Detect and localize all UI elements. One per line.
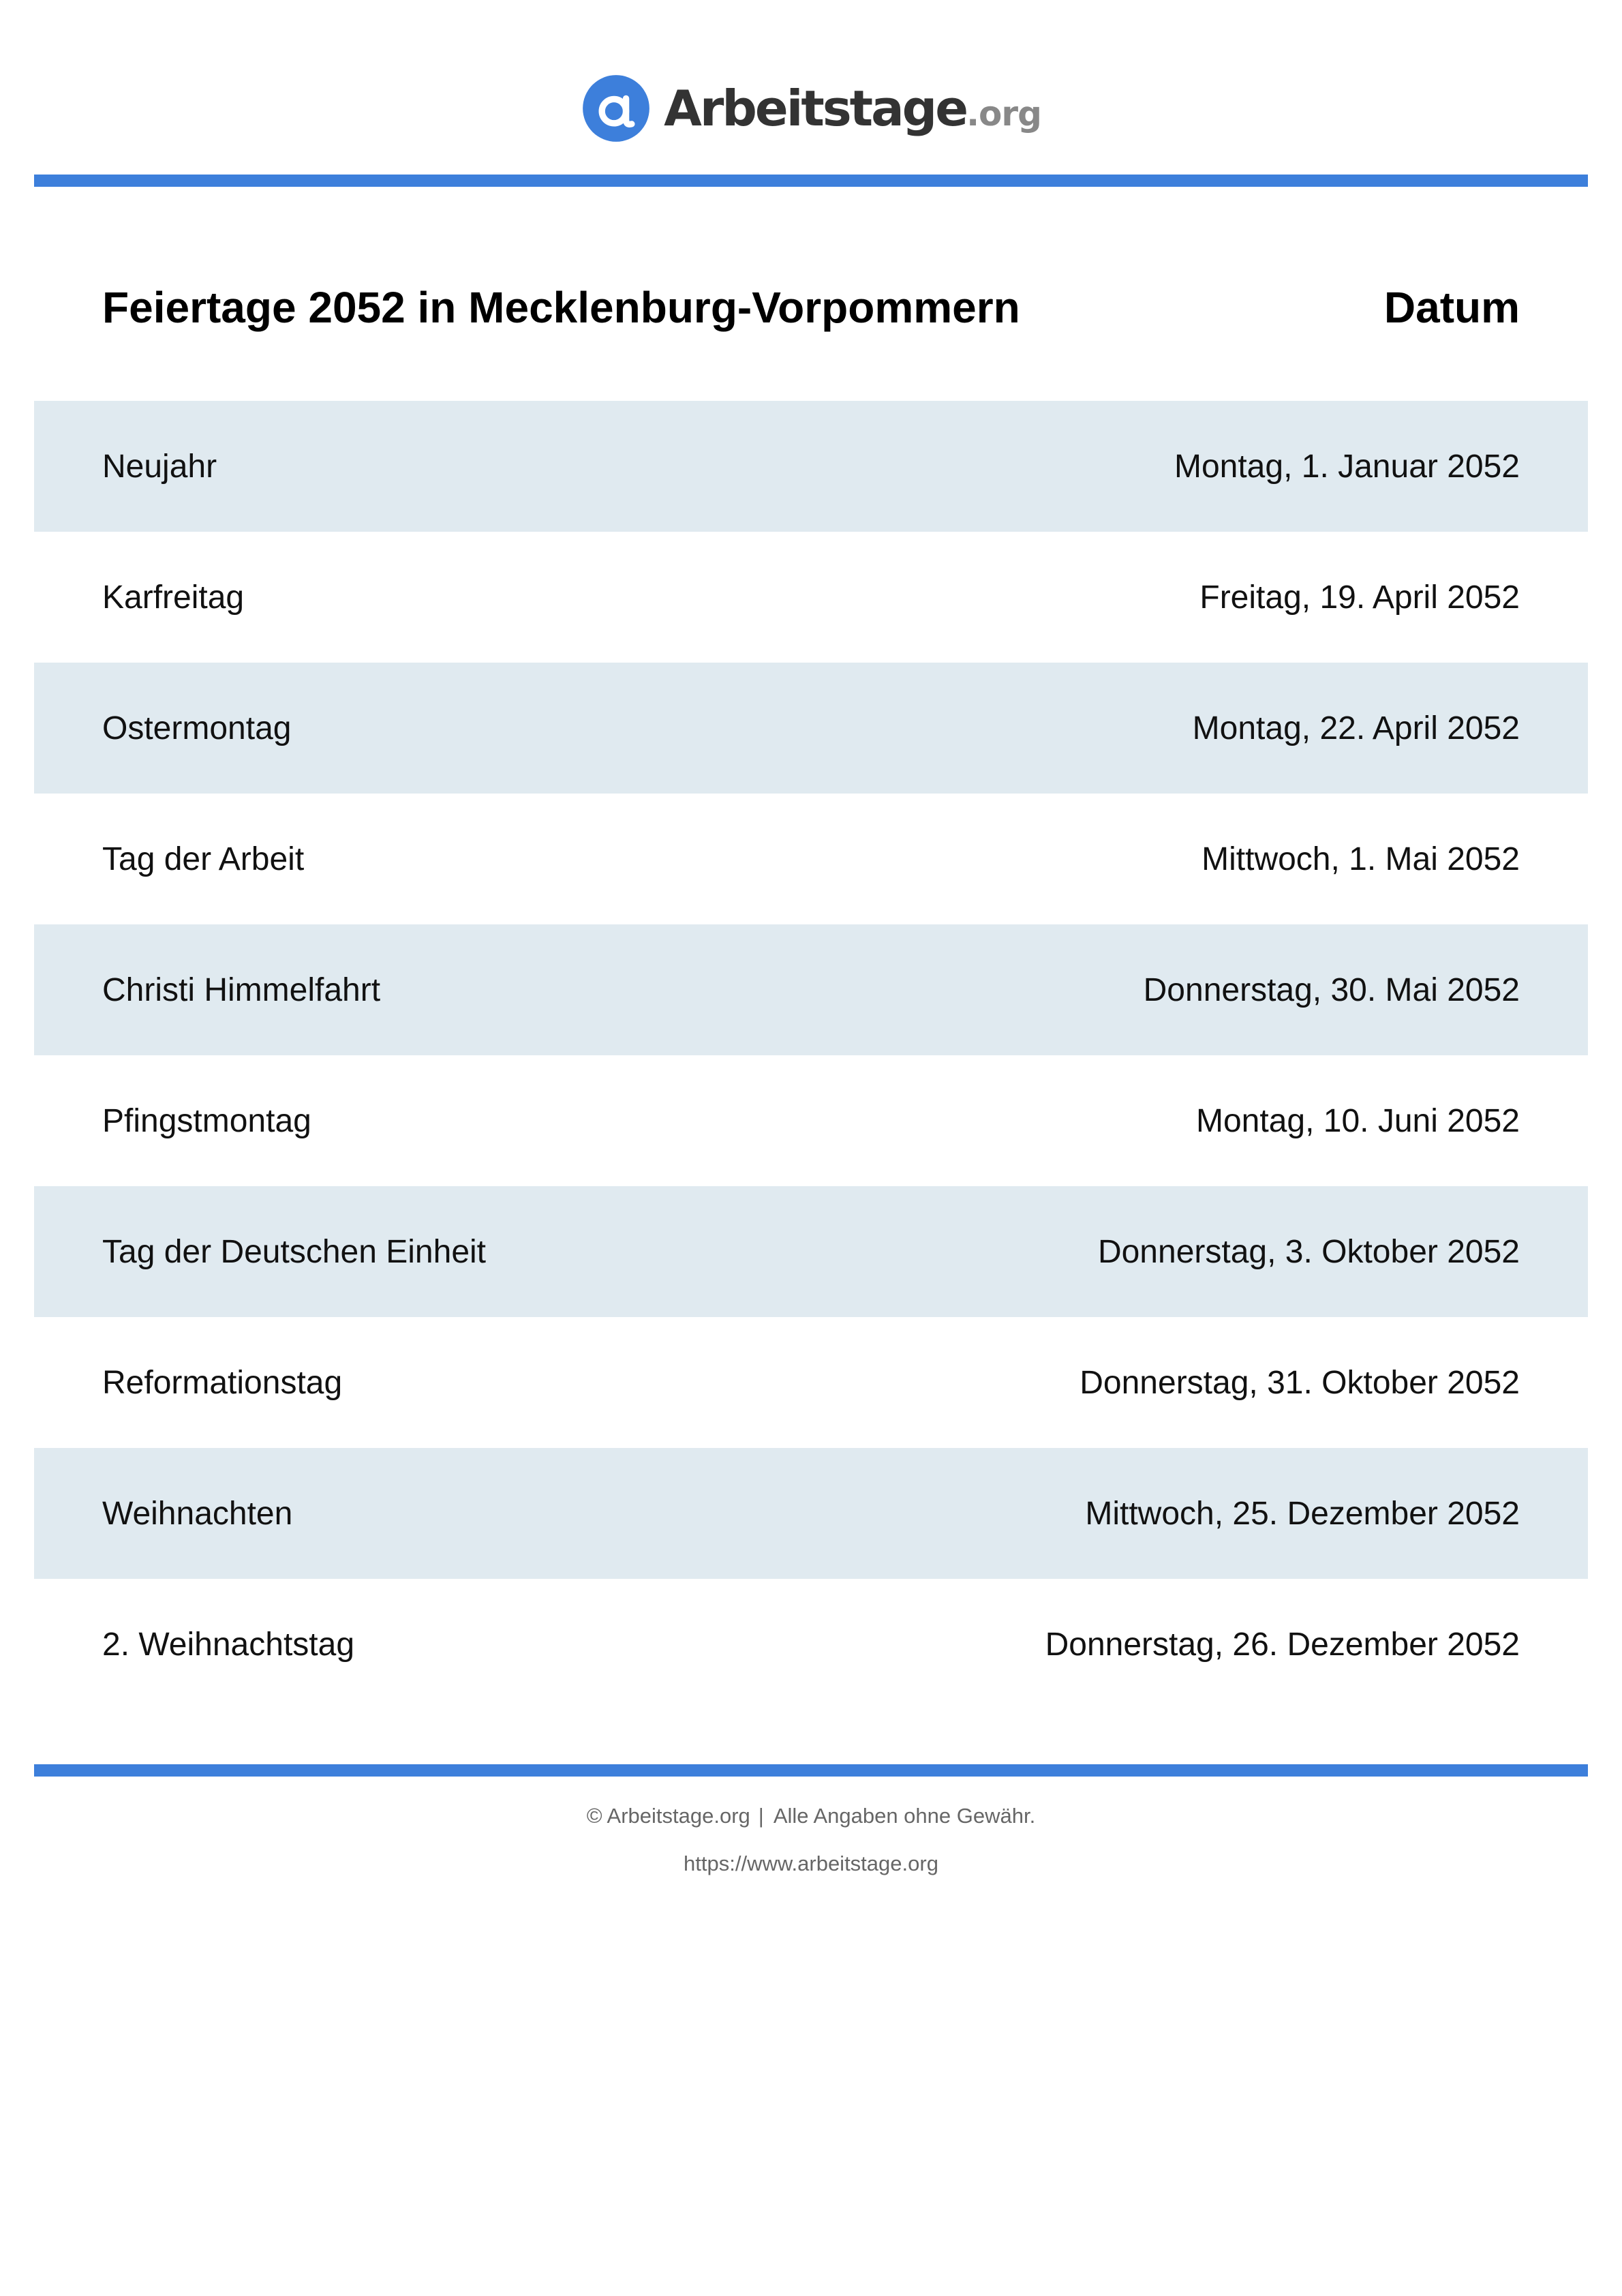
holiday-date: Mittwoch, 1. Mai 2052 (1202, 841, 1520, 877)
table-row (34, 663, 1588, 794)
holiday-date: Montag, 1. Januar 2052 (1174, 448, 1520, 485)
holiday-date: Donnerstag, 26. Dezember 2052 (1045, 1626, 1520, 1663)
holiday-name: Neujahr (102, 448, 217, 485)
table-title: Feiertage 2052 in Mecklenburg-Vorpommern (102, 283, 1020, 332)
logo-main-text: Arbeitstage (664, 80, 967, 137)
logo-wordmark (664, 80, 1041, 137)
table-row (34, 401, 1588, 532)
holiday-name: Ostermontag (102, 710, 292, 746)
holiday-name: Reformationstag (102, 1364, 343, 1401)
holiday-name: Pfingstmontag (102, 1102, 311, 1139)
date-column-header: Datum (1383, 283, 1520, 332)
logo-tld-text: .org (966, 94, 1041, 134)
holiday-name: Tag der Deutschen Einheit (102, 1233, 487, 1270)
footer-url-link[interactable]: https://www.arbeitstage.org (684, 1852, 938, 1875)
footer-separator: | (758, 1804, 764, 1828)
table-header (34, 230, 1588, 401)
holiday-name: 2. Weihnachtstag (102, 1626, 355, 1663)
footer-disclaimer: Alle Angaben ohne Gewähr. (773, 1804, 1036, 1828)
holiday-date: Mittwoch, 25. Dezember 2052 (1085, 1495, 1520, 1532)
holiday-date: Freitag, 19. April 2052 (1199, 579, 1520, 616)
footer-copyright-line (0, 1804, 1622, 1828)
holiday-date: Donnerstag, 3. Oktober 2052 (1097, 1233, 1520, 1270)
table-row (34, 1055, 1588, 1186)
holiday-name: Karfreitag (102, 579, 245, 616)
site-logo[interactable] (0, 71, 1622, 146)
holiday-name: Weihnachten (102, 1495, 293, 1532)
holiday-table (34, 230, 1588, 1710)
table-body (34, 401, 1588, 1710)
table-row (34, 1186, 1588, 1317)
holiday-date: Montag, 10. Juni 2052 (1195, 1102, 1520, 1139)
table-row (34, 1317, 1588, 1448)
holiday-name: Christi Himmelfahrt (102, 971, 381, 1008)
table-row (34, 1579, 1588, 1710)
holiday-name: Tag der Arbeit (102, 841, 305, 877)
table-row (34, 1448, 1588, 1579)
top-divider (34, 175, 1588, 187)
at-sign-icon (581, 73, 652, 144)
table-row (34, 924, 1588, 1055)
holiday-date: Donnerstag, 30. Mai 2052 (1143, 971, 1520, 1008)
holiday-date: Donnerstag, 31. Oktober 2052 (1080, 1364, 1520, 1401)
bottom-divider (34, 1764, 1588, 1777)
footer-url-line (0, 1852, 1622, 1876)
holiday-date: Montag, 22. April 2052 (1192, 710, 1520, 746)
footer-copyright: © Arbeitstage.org (586, 1804, 750, 1828)
table-row (34, 532, 1588, 663)
table-row (34, 794, 1588, 924)
